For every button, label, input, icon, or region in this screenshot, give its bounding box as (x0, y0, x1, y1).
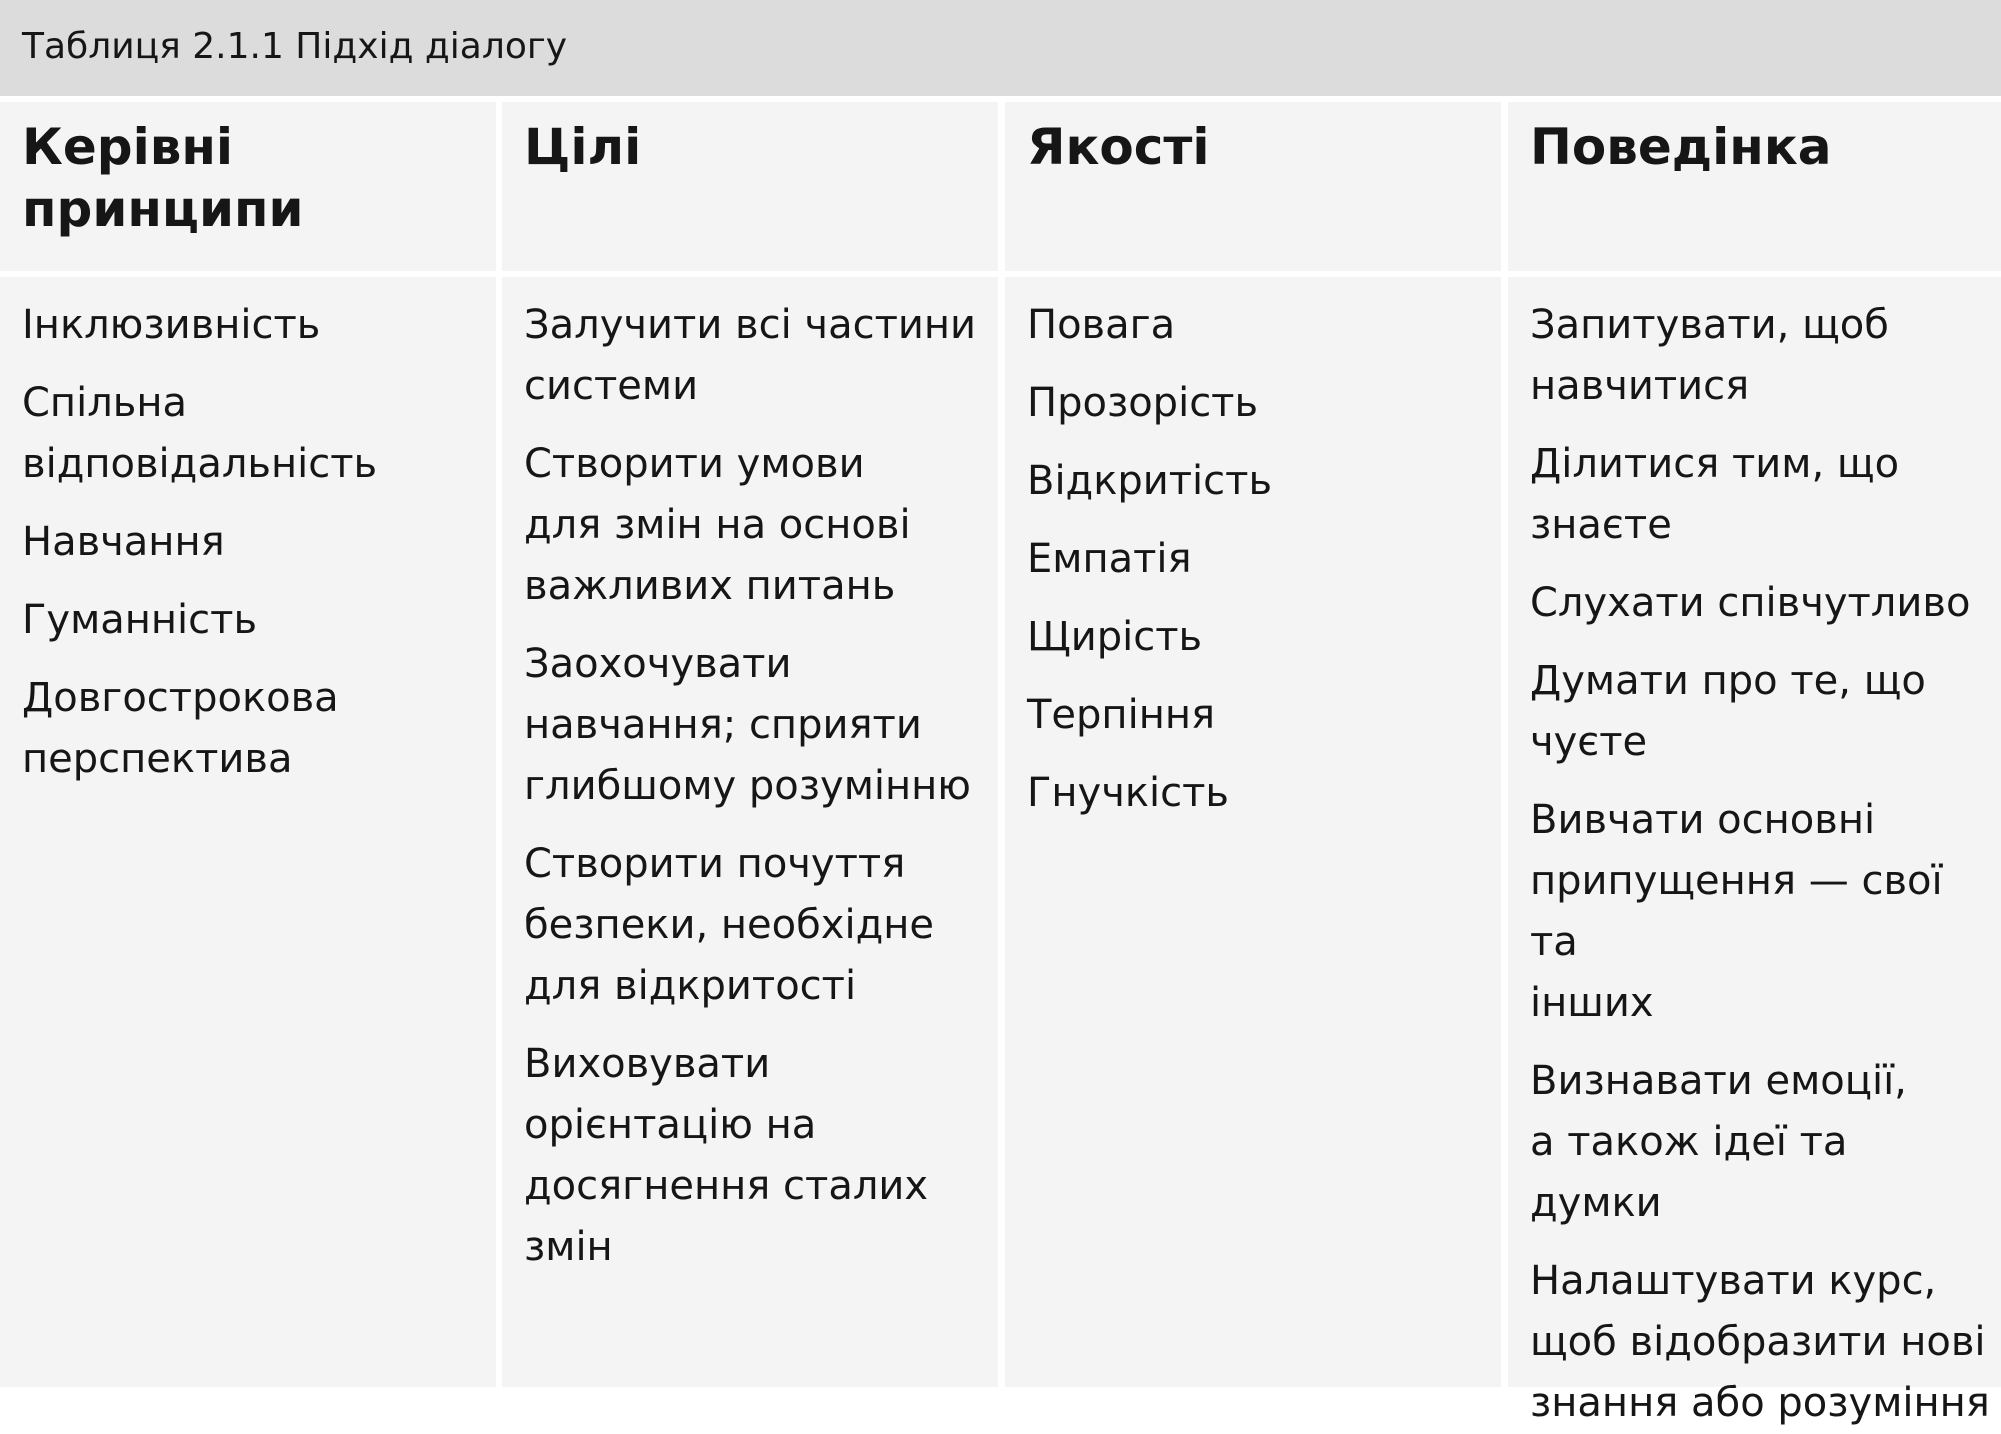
body-cell-qualities (1005, 277, 1501, 1387)
list-item: Довгострокова перспектива (22, 675, 339, 782)
list-item: Думати про те, що чуєте (1530, 658, 1926, 765)
column-header: Поведінка (1530, 118, 1832, 176)
list-item: Ділитися тим, що знаєте (1530, 441, 1900, 548)
list-item: Терпіння (1027, 692, 1216, 738)
list-item: Навчання (22, 519, 225, 565)
list-item: Гуманність (22, 597, 258, 643)
list-item: Створити почуття безпеки, необхідне для відкритості (524, 841, 934, 1009)
list-item: Залучити всі частини системи (524, 302, 977, 409)
item-list (524, 277, 988, 1278)
list-item: Заохочувати навчання; сприяти глибшому розумінню (524, 641, 971, 809)
list-item: Прозорість (1027, 380, 1259, 426)
body-cell-goals (502, 277, 998, 1387)
header-cell-goals (502, 102, 998, 271)
item-list (1530, 277, 1991, 1434)
body-cell-behavior (1508, 277, 2001, 1426)
list-item: Інклюзивність (22, 302, 321, 348)
header-cell-qualities (1005, 102, 1501, 271)
list-item: Щирість (1027, 614, 1203, 660)
item-list (22, 277, 486, 790)
table-title: Таблиця 2.1.1 Підхід діалогу (0, 0, 2001, 96)
list-item: Визнавати емоції, а також ідеї та думки (1530, 1058, 1907, 1226)
list-item: Емпатія (1027, 536, 1192, 582)
list-item: Запитувати, щоб навчитися (1530, 302, 1889, 409)
body-cell-guiding-principles (0, 277, 496, 1387)
table-body-row (0, 277, 2001, 1426)
header-cell-behavior (1508, 102, 2001, 271)
column-header: Керівні принципи (22, 118, 304, 238)
list-item: Слухати співчутливо (1530, 580, 1971, 626)
list-item: Вивчати основні припущення — свої та інших (1530, 797, 1943, 1026)
table-header-row (0, 102, 2001, 271)
list-item: Відкритість (1027, 458, 1273, 504)
list-item: Повага (1027, 302, 1176, 348)
list-item: Спільна відповідальність (22, 380, 378, 487)
list-item: Створити умови для змін на основі важливих питань (524, 441, 911, 609)
column-header: Якості (1027, 118, 1210, 176)
list-item: Налаштувати курс, щоб відобразити нові знання або розуміння (1530, 1258, 1990, 1426)
list-item: Виховувати орієнтацію на досягнення сталих змін (524, 1041, 929, 1270)
item-list (1027, 277, 1491, 824)
list-item: Гнучкість (1027, 770, 1229, 816)
header-cell-guiding-principles (0, 102, 496, 271)
column-header: Цілі (524, 118, 642, 176)
